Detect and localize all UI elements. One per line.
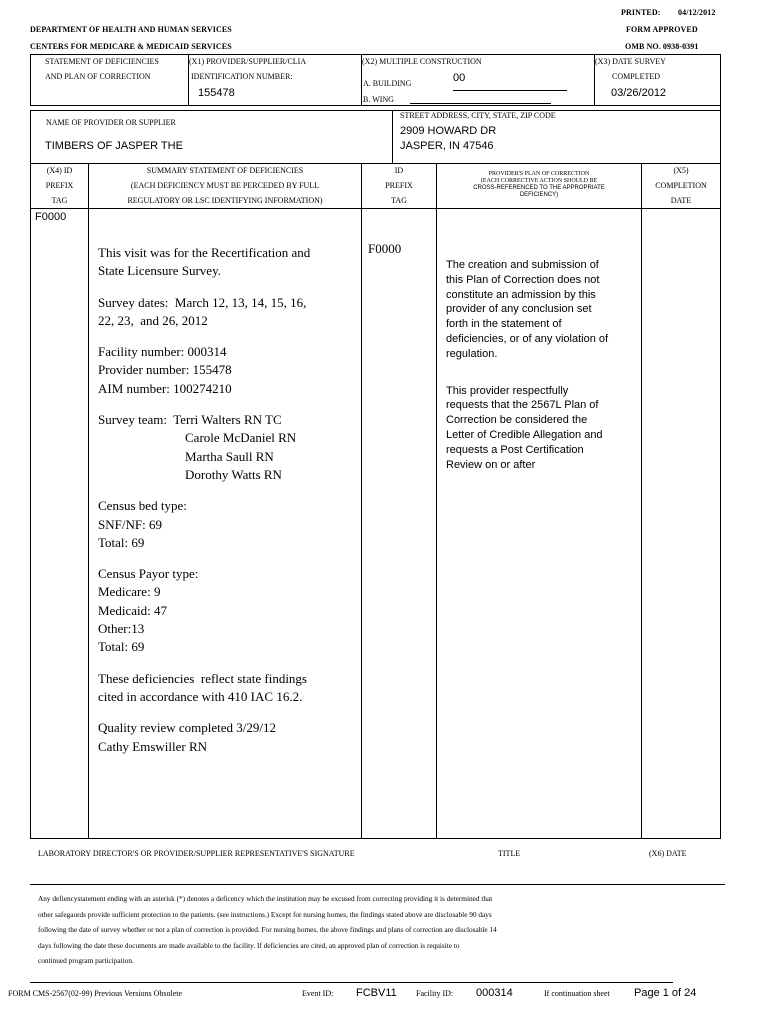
summary-statement bbox=[98, 244, 360, 756]
text-line: regulation. bbox=[446, 347, 498, 360]
text-line: Carole McDaniel RN bbox=[185, 430, 297, 446]
summary-subheader-2: REGULATORY OR LSC IDENTIFYING INFORMATION) bbox=[127, 196, 323, 205]
text-line: Other:13 bbox=[98, 621, 145, 637]
plan-header-line-1: PROVIDER'S PLAN OF CORRECTION bbox=[488, 171, 590, 177]
plan-prefix-tag: F0000 bbox=[368, 241, 402, 256]
text-line: Medicaid: 47 bbox=[98, 602, 167, 618]
text-line bbox=[98, 657, 360, 670]
x4-prefix-header: PREFIX bbox=[45, 181, 74, 190]
plan-header-line-4: DEFICIENCY) bbox=[519, 192, 559, 198]
text-line: Total: 69 bbox=[98, 534, 145, 550]
provider-name-value: TIMBERS OF JASPER THE bbox=[45, 140, 183, 152]
x3-label: (X3) DATE SURVEY bbox=[595, 57, 666, 66]
text-line: SNF/NF: 69 bbox=[98, 516, 162, 532]
text-line: requests that the 2567L Plan of bbox=[446, 399, 599, 412]
printed-date: 04/12/2012 bbox=[678, 8, 716, 17]
text-line: cited in accordance with 410 IAC 16.2. bbox=[98, 688, 303, 704]
completed-label: COMPLETED bbox=[612, 72, 660, 81]
x1-label: (X1) PROVIDER/SUPPLIER/CLIA bbox=[189, 57, 307, 66]
id-prefix-header: PREFIX bbox=[385, 181, 413, 190]
text-line: this Plan of Correction does not bbox=[446, 273, 600, 286]
id-header: ID bbox=[394, 166, 404, 175]
text-line: Total: 69 bbox=[98, 639, 145, 655]
text-line: deficiencies, or of any violation of bbox=[446, 332, 609, 345]
form-identifier: FORM CMS-2567(02-99) Previous Versions Obsolete bbox=[8, 989, 183, 998]
text-line: other safegaurds provide sufficient protection to the patients. (see instructions.) Except for nursing homes, the findings stated above are disclosable 90 days bbox=[38, 909, 492, 919]
text-line: Quality review completed 3/29/12 bbox=[98, 720, 276, 736]
completion-header: COMPLETION bbox=[655, 181, 707, 190]
address-street: 2909 HOWARD DR bbox=[400, 125, 497, 137]
text-line: Census Payor type: bbox=[98, 566, 199, 582]
text-line: Martha Saull RN bbox=[185, 448, 274, 464]
text-line: Letter of Credible Allegation and bbox=[446, 428, 603, 441]
text-line: provider of any conclusion set bbox=[446, 303, 592, 316]
text-line: This visit was for the Recertification and bbox=[98, 245, 311, 260]
plan-header bbox=[437, 171, 641, 199]
text-line bbox=[98, 484, 360, 497]
address-label: STREET ADDRESS, CITY, STATE, ZIP CODE bbox=[400, 111, 556, 120]
plan-header-line-2: (EACH CORRECTIVE ACTION SHOULD BE bbox=[480, 178, 598, 184]
text-line: Provider number: 155478 bbox=[98, 362, 232, 378]
form-approved-label: FORM APPROVED bbox=[626, 25, 698, 34]
x2-label: (X2) MULTIPLE CONSTRUCTION bbox=[362, 57, 482, 66]
text-line bbox=[446, 362, 638, 373]
text-line: Correction be considered the bbox=[446, 414, 588, 427]
provider-name-label: NAME OF PROVIDER OR SUPPLIER bbox=[46, 118, 176, 127]
x4-id-header: (X4) ID bbox=[46, 166, 73, 175]
text-line: following the date of survey whether or not a plan of correction is provided. For nursing homes, the above findings and plans of correction are disclosable 14 bbox=[38, 925, 497, 935]
text-line bbox=[98, 552, 360, 565]
event-id-value: FCBV11 bbox=[356, 987, 397, 999]
title-label: TITLE bbox=[498, 849, 521, 858]
plan-of-correction-text bbox=[446, 258, 638, 472]
x5-header: (X5) bbox=[673, 166, 689, 175]
x4-tag-header: TAG bbox=[51, 196, 68, 205]
provider-id-value: 155478 bbox=[198, 87, 235, 99]
text-line: Facility number: 000314 bbox=[98, 344, 227, 360]
continuation-label: If continuation sheet bbox=[544, 989, 610, 998]
text-line: State Licensure Survey. bbox=[98, 263, 221, 279]
facility-id-label: Facility ID: bbox=[416, 989, 454, 998]
identification-number-label: IDENTIFICATION NUMBER: bbox=[191, 72, 293, 81]
facility-id-value: 000314 bbox=[476, 987, 513, 999]
survey-date-value: 03/26/2012 bbox=[611, 87, 667, 99]
text-line bbox=[98, 398, 360, 411]
signature-label: LABORATORY DIRECTOR'S OR PROVIDER/SUPPLIER REPRESENTATIVE'S SIGNATURE bbox=[38, 849, 355, 858]
plan-header-line-3: CROSS-REFERENCED TO THE APPROPRIATE bbox=[473, 185, 605, 191]
text-line: requests a Post Certification bbox=[446, 443, 584, 456]
text-line bbox=[98, 706, 360, 719]
summary-header: SUMMARY STATEMENT OF DEFICIENCIES bbox=[146, 166, 304, 175]
text-line: forth in the statement of bbox=[446, 318, 562, 331]
text-line: This provider respectfully bbox=[446, 384, 569, 397]
text-line: days following the date these documents are made available to the facility. If deficiencies are cited, an approved plan of correction is requisite to bbox=[38, 940, 460, 950]
text-line bbox=[98, 330, 360, 343]
printed-label: PRINTED: bbox=[621, 8, 661, 17]
text-line bbox=[446, 373, 638, 384]
wing-label: B. WING bbox=[363, 95, 394, 104]
text-line: Any defiencystatement ending with an asterisk (*) denotes a deficency which the institution may be excused from correcting providing it is determined that bbox=[38, 894, 493, 903]
date-header: DATE bbox=[670, 196, 692, 205]
text-line: Review on or after bbox=[446, 458, 536, 471]
department-heading: DEPARTMENT OF HEALTH AND HUMAN SERVICES bbox=[30, 25, 232, 34]
text-line: continued program participation. bbox=[38, 956, 134, 966]
text-line: 22, 23, and 26, 2012 bbox=[98, 312, 208, 328]
text-line: Survey team: Terri Walters RN TC bbox=[98, 412, 282, 428]
x6-date-label: (X6) DATE bbox=[649, 849, 687, 858]
text-line: Medicare: 9 bbox=[98, 584, 161, 600]
text-line: Cathy Emswiller RN bbox=[98, 738, 208, 754]
summary-subheader: (EACH DEFICIENCY MUST BE PERCEDED BY FULL bbox=[130, 181, 320, 190]
address-city-state-zip: JASPER, IN 47546 bbox=[400, 140, 494, 152]
omb-number: OMB NO. 0938-0391 bbox=[625, 42, 699, 51]
deficiency-prefix-tag: F0000 bbox=[35, 211, 67, 223]
event-id-label: Event ID: bbox=[302, 989, 334, 998]
text-line: constitute an admission by this bbox=[446, 288, 596, 301]
plan-of-correction-label: AND PLAN OF CORRECTION bbox=[45, 72, 151, 81]
building-label: A. BUILDING bbox=[363, 79, 412, 88]
centers-heading: CENTERS FOR MEDICARE & MEDICAID SERVICES bbox=[30, 42, 232, 51]
multiple-construction-value: 00 bbox=[453, 72, 466, 84]
text-line bbox=[98, 281, 360, 294]
text-line: AIM number: 100274210 bbox=[98, 380, 232, 396]
text-line: Census bed type: bbox=[98, 498, 187, 514]
text-line: Survey dates: March 12, 13, 14, 15, 16, bbox=[98, 294, 307, 310]
disclosure-note bbox=[38, 891, 718, 969]
id-tag-header: TAG bbox=[391, 196, 407, 205]
text-line: The creation and submission of bbox=[446, 259, 599, 271]
text-line: Dorothy Watts RN bbox=[185, 466, 282, 482]
statement-label: STATEMENT OF DEFICIENCIES bbox=[45, 57, 159, 66]
text-line: These deficiencies reflect state findings bbox=[98, 670, 307, 686]
page-number: Page 1 of 24 bbox=[634, 987, 697, 999]
